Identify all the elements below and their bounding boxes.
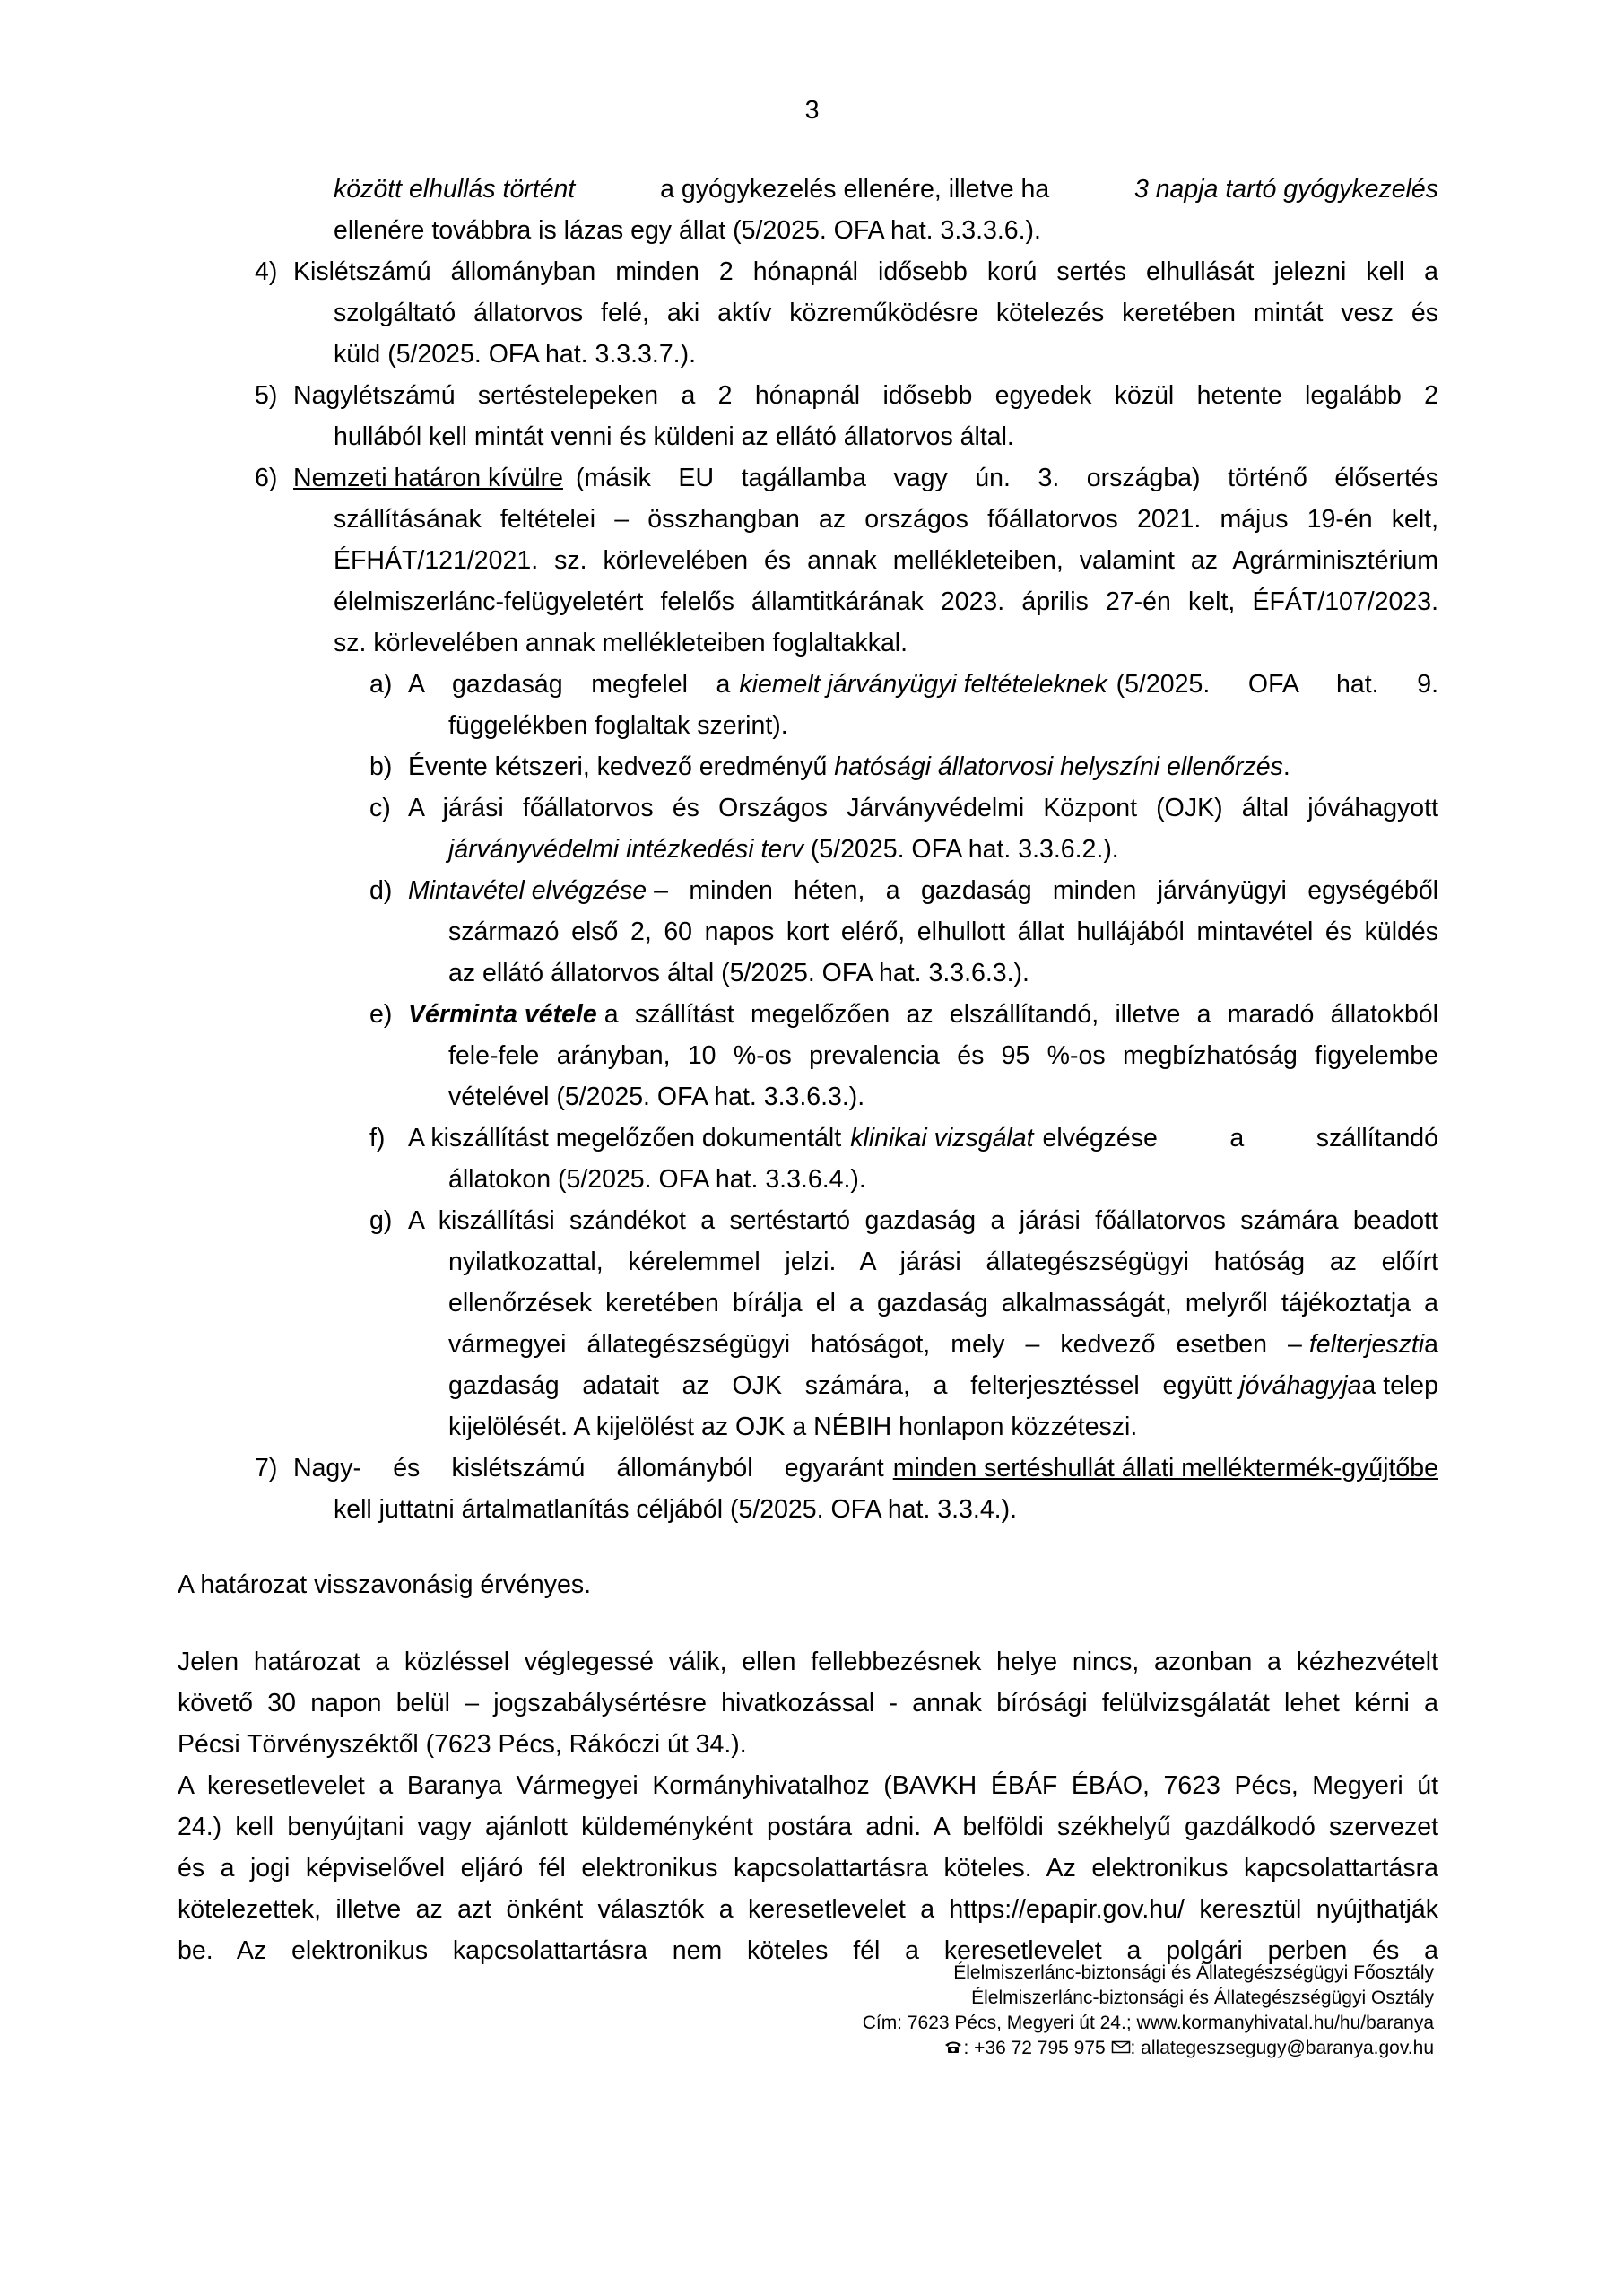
sub-e-line2: fele-fele arányban, 10 %-os prevalencia és 95 %-os megbízhatóság figyelembe xyxy=(448,1041,1438,1070)
sub-e-line3: vételével (5/2025. OFA hat. 3.3.6.3.). xyxy=(448,1083,865,1111)
sub-g-line4-em: felterjeszti xyxy=(1308,1330,1425,1359)
sub-e-em: Vérminta vétele xyxy=(408,1000,597,1029)
item4-line2: szolgáltató állatorvos felé, aki aktív közreműködésre kötelezés keretében mintát vesz és xyxy=(334,299,1438,327)
sub-c-label: c) xyxy=(369,794,391,822)
sub-f-post: elvégzése a szállítandó xyxy=(1042,1124,1438,1152)
item4-label: 4) xyxy=(255,257,278,286)
item5-line2: hullából kell mintát venni és küldeni az ellátó állatorvos által. xyxy=(334,422,1014,451)
footer-email: : allategeszsegugy@baranya.gov.hu xyxy=(1130,2038,1434,2058)
item7-line2: kell juttatni ártalmatlanítás céljából (5/2025. OFA hat. 3.3.4.). xyxy=(334,1495,1017,1524)
sub-a-pre: A gazdaság megfelel a xyxy=(408,670,731,699)
sub-b-post: . xyxy=(1282,752,1290,781)
item5-line1: Nagylétszámú sertéstelepeken a 2 hónapnál idősebb egyedek közül hetente legalább 2 xyxy=(293,381,1438,410)
footer-department: Élelmiszerlánc-biztonsági és Állategészségügyi Főosztály xyxy=(953,1962,1434,1983)
sub-b-em: hatósági állatorvosi helyszíni ellenőrzés xyxy=(834,752,1283,781)
final-line5: 24.) kell benyújtani vagy ajánlott küldeményként postára adni. A belföldi székhelyű gazdálkodó szervezet xyxy=(178,1813,1438,1841)
sub-d-label: d) xyxy=(369,876,393,905)
sub-g-line4-post: a xyxy=(1424,1330,1438,1359)
sub-b-pre: Évente kétszeri, kedvező eredményű xyxy=(408,752,835,781)
item3-text: a gyógykezelés ellenére, illetve ha xyxy=(660,175,1050,204)
sub-g-line4 xyxy=(448,1324,1438,1365)
footer xyxy=(863,1961,1434,2061)
footer-division: Élelmiszerlánc-biztonsági és Állategészségügyi Osztály xyxy=(971,1987,1434,2008)
sub-g-line5-post: a telep xyxy=(1361,1371,1438,1400)
item4-line1: Kislétszámú állományban minden 2 hónapnál idősebb korú sertés elhullását jelezni kell a xyxy=(293,257,1438,286)
footer-address: Cím: 7623 Pécs, Megyeri út 24.; www.kormanyhivatal.hu/hu/baranya xyxy=(862,2013,1434,2033)
sub-g-label: g) xyxy=(369,1206,393,1235)
sub-c-post: (5/2025. OFA hat. 3.3.6.2.). xyxy=(803,835,1119,864)
final-line1: Jelen határozat a közléssel véglegessé válik, ellen fellebbezésnek helye nincs, azonban a kézhezvételt xyxy=(178,1648,1438,1676)
telephone-icon xyxy=(943,2036,963,2061)
sub-c-em: járványvédelmi intézkedési terv xyxy=(448,835,804,864)
item6-line4: élelmiszerlánc-felügyeletért felelős államtitkárának 2023. április 27-én kelt, ÉFÁT/107/2023. xyxy=(334,587,1438,616)
sub-g-line5 xyxy=(448,1365,1438,1406)
final-line4: A keresetlevelet a Baranya Vármegyei Kormányhivatalhoz (BAVKH ÉBÁF ÉBÁO, 7623 Pécs, Megyeri út xyxy=(178,1771,1438,1800)
sub-g-line3: ellenőrzések keretében bírálja el a gazdaság alkalmasságát, melyről tájékoztatja a xyxy=(448,1289,1438,1318)
sub-g-line5-pre: gazdaság adatait az OJK számára, a felterjesztéssel együtt xyxy=(448,1371,1233,1400)
item3-em1: között elhullás történt xyxy=(334,175,576,204)
item6-line3: ÉFHÁT/121/2021. sz. körlevelében és annak mellékleteiben, valamint az Agrárminisztérium xyxy=(334,546,1438,575)
sub-f-label: f) xyxy=(369,1124,386,1152)
sub-a-post: (5/2025. OFA hat. 9. xyxy=(1116,670,1439,699)
item6-underlined: Nemzeti határon kívülre xyxy=(293,464,563,492)
sub-g-line6: kijelölését. A kijelölést az OJK a NÉBIH honlapon közzéteszi. xyxy=(448,1413,1138,1441)
final-line3: Pécsi Törvényszéktől (7623 Pécs, Rákóczi út 34.). xyxy=(178,1730,747,1759)
footer-contact xyxy=(863,2036,1434,2061)
sub-a-em: kiemelt járványügyi feltételeknek xyxy=(739,670,1107,699)
sub-f-em: klinikai vizsgálat xyxy=(850,1124,1034,1152)
sub-b-line1 xyxy=(408,746,1290,787)
footer-phone: : +36 72 795 975 xyxy=(963,2038,1111,2058)
sub-e-label: e) xyxy=(369,1000,393,1029)
sub-d-line3: az ellátó állatorvos által (5/2025. OFA hat. 3.3.6.3.). xyxy=(448,959,1029,987)
final-line6: és a jogi képviselővel eljáró fél elektronikus kapcsolattartásra köteles. Az elektronikus kapcsolattartásra xyxy=(178,1854,1438,1883)
item3-em2: 3 napja tartó gyógykezelés xyxy=(1133,175,1438,204)
item6-label: 6) xyxy=(255,464,278,492)
sub-g-line4-pre: vármegyei állategészségügyi hatóságot, mely – kedvező esetben – xyxy=(448,1330,1302,1359)
sub-e-post: a szállítást megelőzően az elszállítandó, illetve a maradó állatokból xyxy=(604,1000,1438,1029)
sub-d-post: – minden héten, a gazdaság minden járványügyi egységéből xyxy=(654,876,1438,905)
sub-e-line1 xyxy=(408,994,1438,1035)
sub-f-pre: A kiszállítást megelőzően dokumentált xyxy=(408,1124,842,1152)
envelope-icon xyxy=(1111,2036,1131,2061)
item6-line2: szállításának feltételei – összhangban az országos főállatorvos 2021. május 19-én kelt, xyxy=(334,505,1438,534)
sub-a-line2: függelékben foglaltak szerint). xyxy=(448,711,788,740)
final-line7: kötelezettek, illetve az azt önként választók a keresetlevelet a https://epapir.gov.hu/ keresztül nyújthatják xyxy=(178,1895,1438,1924)
item5-label: 5) xyxy=(255,381,278,410)
sub-f-line1 xyxy=(408,1118,1438,1159)
item6-line1 xyxy=(293,457,1438,499)
sub-a-label: a) xyxy=(369,670,393,699)
item7-line1 xyxy=(293,1448,1438,1489)
sub-c-line2 xyxy=(448,829,1119,870)
item6-line5: sz. körlevelében annak mellékleteiben foglaltakkal. xyxy=(334,629,908,657)
final-line8: be. Az elektronikus kapcsolattartásra nem köteles fél a keresetlevelet a polgári perben és a xyxy=(178,1936,1438,1965)
item7-pre: Nagy- és kislétszámú állományból egyaránt xyxy=(293,1454,884,1483)
sub-g-line2: nyilatkozattal, kérelemmel jelzi. A járási állategészségügyi hatóság az előírt xyxy=(448,1248,1438,1276)
sub-d-line1 xyxy=(408,870,1438,911)
final-line2: követő 30 napon belül – jogszabálysértésre hivatkozással - annak bírósági felülvizsgálatát lehet kérni a xyxy=(178,1689,1438,1718)
sub-g-line1: A kiszállítási szándékot a sertéstartó gazdaság a járási főállatorvos számára beadott xyxy=(408,1206,1438,1235)
sub-d-line2: származó első 2, 60 napos kort elérő, elhullott állat hullájából mintavétel és küldés xyxy=(448,918,1438,946)
sub-a-line1 xyxy=(408,664,1438,705)
page-number: 3 xyxy=(804,96,820,125)
item3-line2: ellenére továbbra is lázas egy állat (5/2025. OFA hat. 3.3.3.6.). xyxy=(334,216,1041,245)
item7-label: 7) xyxy=(255,1454,278,1483)
sub-f-line2: állatokon (5/2025. OFA hat. 3.3.6.4.). xyxy=(448,1165,866,1194)
item3-line1 xyxy=(334,169,1438,210)
sub-g-line5-em: jóváhagyja xyxy=(1239,1371,1362,1400)
sub-c-line1: A járási főállatorvos és Országos Járványvédelmi Központ (OJK) által jóváhagyott xyxy=(408,794,1438,822)
sub-d-em: Mintavétel elvégzése xyxy=(408,876,647,905)
sub-b-label: b) xyxy=(369,752,393,781)
validity-statement: A határozat visszavonásig érvényes. xyxy=(178,1570,591,1599)
item6-line1-rest: (másik EU tagállamba vagy ún. 3. országba) történő élősertés xyxy=(575,464,1438,492)
item4-line3: küld (5/2025. OFA hat. 3.3.3.7.). xyxy=(334,340,696,369)
item7-underlined: minden sertéshullát állati melléktermék-gyűjtőbe xyxy=(892,1454,1438,1483)
